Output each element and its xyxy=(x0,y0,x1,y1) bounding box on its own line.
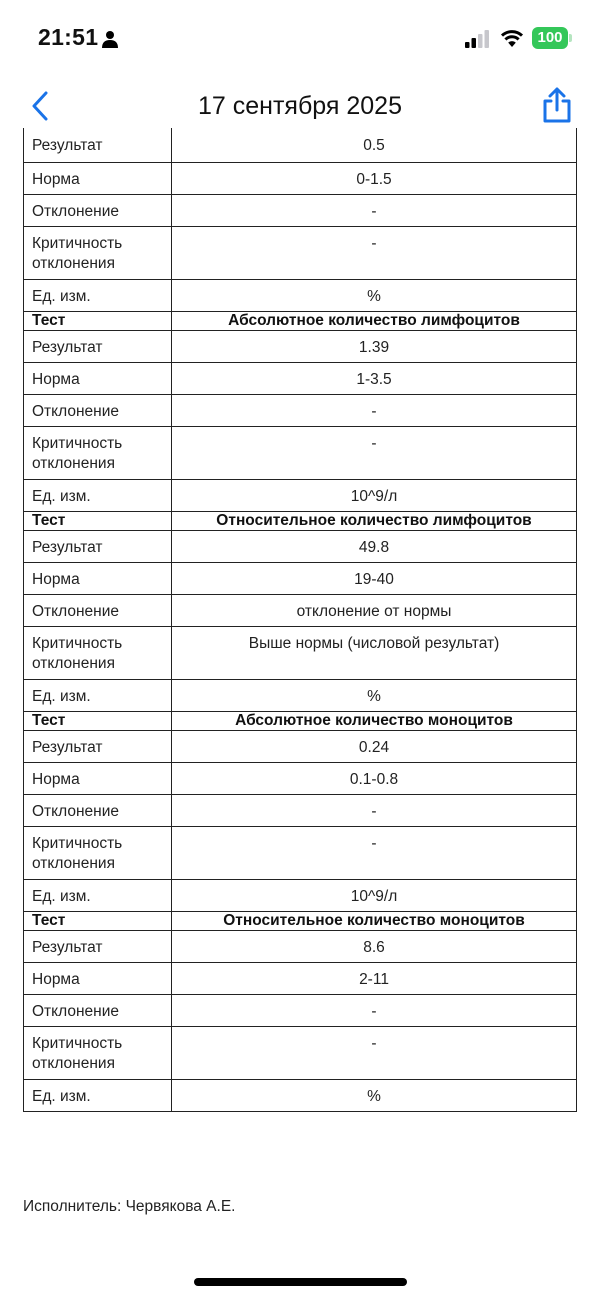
results-table-container xyxy=(23,128,577,1112)
row-value: - xyxy=(172,994,577,1026)
test-header-row xyxy=(24,311,577,330)
row-value: 2-11 xyxy=(172,962,577,994)
table-row xyxy=(24,1026,577,1079)
row-label: Норма xyxy=(24,762,172,794)
row-value: 8.6 xyxy=(172,930,577,962)
table-row xyxy=(24,279,577,311)
row-value: 10^9/л xyxy=(172,879,577,911)
row-value: 19-40 xyxy=(172,562,577,594)
table-row xyxy=(24,794,577,826)
row-label: Отклонение xyxy=(24,394,172,426)
row-value: 49.8 xyxy=(172,530,577,562)
row-value: - xyxy=(172,826,577,879)
row-value: 1.39 xyxy=(172,330,577,362)
row-value: % xyxy=(172,1079,577,1111)
row-label: Ед. изм. xyxy=(24,279,172,311)
table-row xyxy=(24,330,577,362)
row-label: Результат xyxy=(24,730,172,762)
table-row xyxy=(24,362,577,394)
row-label: Ед. изм. xyxy=(24,679,172,711)
status-bar xyxy=(0,22,600,56)
row-value: - xyxy=(172,794,577,826)
home-indicator[interactable] xyxy=(194,1278,407,1286)
table-row xyxy=(24,962,577,994)
row-label: Норма xyxy=(24,362,172,394)
row-value: - xyxy=(172,226,577,279)
table-row xyxy=(24,994,577,1026)
row-value: Абсолютное количество лимфоцитов xyxy=(172,311,577,330)
results-table xyxy=(23,128,577,1112)
table-row xyxy=(24,679,577,711)
row-label: Норма xyxy=(24,162,172,194)
battery-tip xyxy=(569,34,572,42)
row-value: 1-3.5 xyxy=(172,362,577,394)
table-row xyxy=(24,530,577,562)
signal-icon xyxy=(465,30,491,48)
row-label: Критичность отклонения xyxy=(24,1026,172,1079)
row-value: - xyxy=(172,1026,577,1079)
share-icon[interactable] xyxy=(540,86,574,124)
row-value: 0-1.5 xyxy=(172,162,577,194)
row-value: 0.1-0.8 xyxy=(172,762,577,794)
test-header-row xyxy=(24,511,577,530)
row-label: Критичность отклонения xyxy=(24,626,172,679)
row-label: Тест xyxy=(24,511,172,530)
row-label: Отклонение xyxy=(24,594,172,626)
table-row xyxy=(24,879,577,911)
row-label: Критичность отклонения xyxy=(24,826,172,879)
row-label: Результат xyxy=(24,128,172,162)
table-row xyxy=(24,128,577,162)
row-label: Отклонение xyxy=(24,994,172,1026)
row-value: Относительное количество моноцитов xyxy=(172,911,577,930)
table-row xyxy=(24,394,577,426)
row-value: 0.24 xyxy=(172,730,577,762)
row-value: Абсолютное количество моноцитов xyxy=(172,711,577,730)
row-label: Тест xyxy=(24,911,172,930)
test-header-row xyxy=(24,911,577,930)
row-label: Результат xyxy=(24,530,172,562)
row-value: - xyxy=(172,194,577,226)
row-value: 10^9/л xyxy=(172,479,577,511)
row-label: Ед. изм. xyxy=(24,1079,172,1111)
row-label: Ед. изм. xyxy=(24,879,172,911)
table-row xyxy=(24,194,577,226)
row-value: % xyxy=(172,679,577,711)
row-label: Результат xyxy=(24,330,172,362)
test-header-row xyxy=(24,711,577,730)
row-value: отклонение от нормы xyxy=(172,594,577,626)
navigation-bar xyxy=(0,84,600,128)
table-row xyxy=(24,762,577,794)
table-row xyxy=(24,426,577,479)
row-value: % xyxy=(172,279,577,311)
row-label: Норма xyxy=(24,962,172,994)
person-icon xyxy=(101,30,119,48)
table-row xyxy=(24,730,577,762)
table-row xyxy=(24,930,577,962)
row-label: Норма xyxy=(24,562,172,594)
row-label: Отклонение xyxy=(24,194,172,226)
row-value: Выше нормы (числовой результат) xyxy=(172,626,577,679)
table-row xyxy=(24,594,577,626)
row-label: Критичность отклонения xyxy=(24,226,172,279)
row-label: Результат xyxy=(24,930,172,962)
row-value: - xyxy=(172,426,577,479)
row-label: Тест xyxy=(24,711,172,730)
row-label: Отклонение xyxy=(24,794,172,826)
table-row xyxy=(24,562,577,594)
table-row xyxy=(24,1079,577,1111)
row-label: Критичность отклонения xyxy=(24,426,172,479)
table-row xyxy=(24,826,577,879)
row-value: Относительное количество лимфоцитов xyxy=(172,511,577,530)
battery-icon: 100 xyxy=(532,27,568,49)
table-row xyxy=(24,226,577,279)
status-time: 21:51 xyxy=(38,24,99,50)
table-row xyxy=(24,479,577,511)
table-row xyxy=(24,162,577,194)
performer-label: Исполнитель: Червякова А.Е. xyxy=(23,1198,236,1215)
row-label: Ед. изм. xyxy=(24,479,172,511)
wifi-icon xyxy=(500,28,524,48)
table-row xyxy=(24,626,577,679)
row-value: 0.5 xyxy=(172,128,577,162)
row-value: - xyxy=(172,394,577,426)
row-label: Тест xyxy=(24,311,172,330)
page-title: 17 сентября 2025 xyxy=(198,92,402,120)
